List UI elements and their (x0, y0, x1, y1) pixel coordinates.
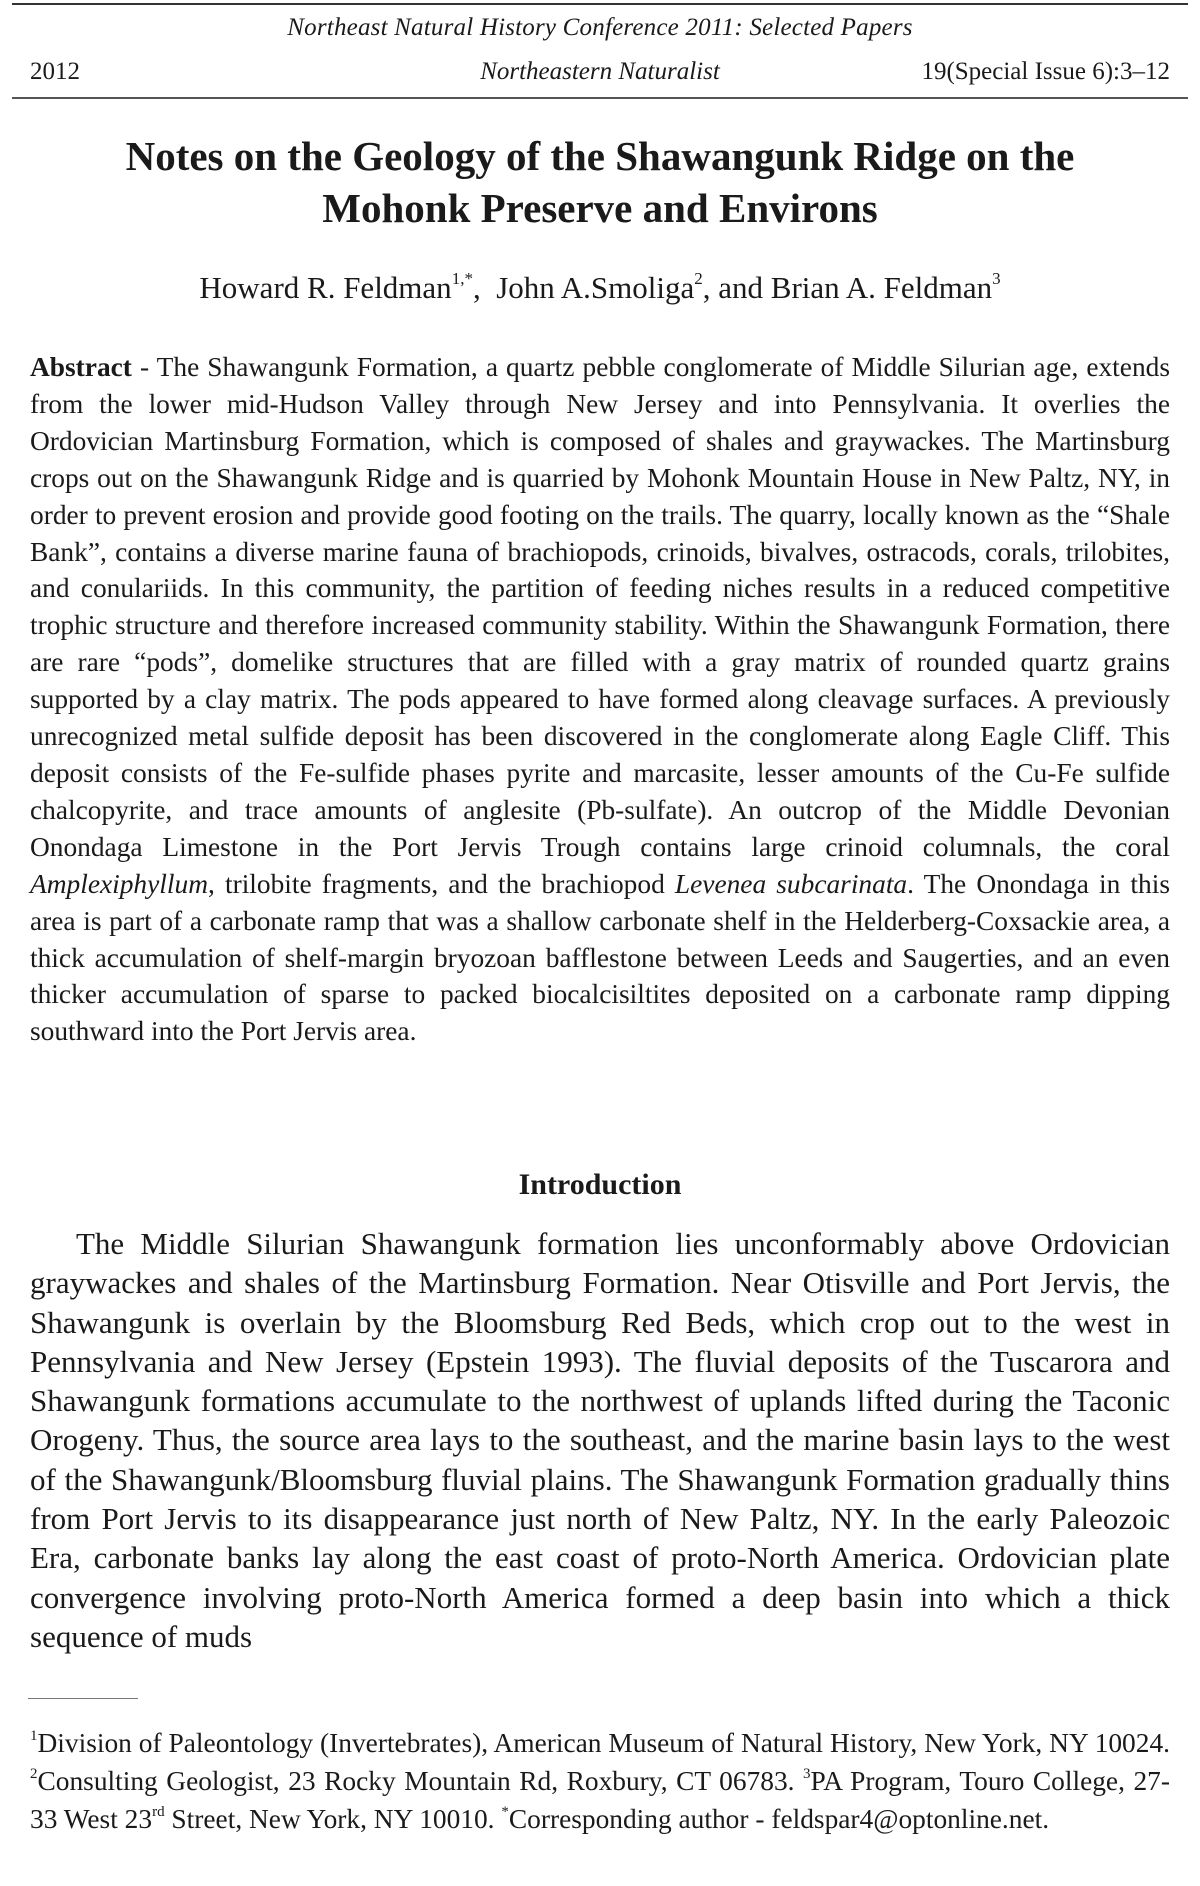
footnote-mark: 1 (30, 1728, 38, 1744)
section-heading-introduction: Introduction (518, 1168, 682, 1201)
header-bottom-rule (12, 97, 1188, 99)
corresponding-author: Corresponding author - feldspar4@optonline.net. (508, 1804, 1050, 1834)
header-top-rule (12, 3, 1188, 5)
author-name: Howard R. Feldman (199, 270, 452, 305)
abstract-label: Abstract (30, 352, 132, 382)
footnotes (30, 1724, 1170, 1838)
footnote-affiliation-3-cont: Street, New York, NY 10010. (164, 1804, 502, 1834)
footnote-separator (28, 1698, 138, 1699)
footnote-affiliation-3: PA Program, Touro College, 27-33 West 23 (30, 1766, 1170, 1834)
author-list (60, 270, 1140, 306)
footnote-mark: 2 (30, 1766, 38, 1782)
author-affiliation-mark: 1,* (451, 269, 473, 288)
abstract-text: , trilobite fragments, and the brachiopod (208, 868, 675, 899)
title-line-1: Notes on the Geology of the Shawangunk Ridge on the (125, 133, 1075, 179)
author-separator: , and (702, 270, 771, 305)
author-name: John A.Smoliga (496, 270, 695, 305)
taxon-name: Levenea subcarinata (674, 868, 908, 899)
abstract-text: . The Onondaga in this area is part of a carbonate ramp that was a shallow carbonate shelf in the Helderberg-Coxsackie area, a thick accumulation of shelf-margin bryozoan bafflestone between Leeds and Saugerties, and an even thicker accumulation of sparse to packed biocalcisiltites deposited on a carbonate ramp dipping southward into the Port Jervis area. (30, 868, 1171, 1047)
ordinal-suffix: rd (152, 1804, 165, 1820)
author-name: Brian A. Feldman (770, 270, 993, 305)
abstract-text: - The Shawangunk Formation, a quartz pebble conglomerate of Middle Silurian age, extends from the lower mid-Hudson Valley through New Jersey and into Pennsylvania. It overlies the Ordovician Martinsburg Formation, which is composed of shales and graywackes. The Martinsburg crops out on the Shawangunk Ridge and is quarried by Mohonk Mountain House in New Paltz, NY, in order to prevent erosion and provide good footing on the trails. The quarry, locally known as the “Shale Bank”, contains a diverse marine fauna of brachiopods, crinoids, bivalves, ostracods, corals, trilobites, and conulariids. In this community, the partition of feeding niches results in a reduced competitive trophic structure and therefore increased community stability. Within the Shawangunk Formation, there are rare “pods”, domelike structures that are filled with a gray matrix of rounded quartz grains supported by a clay matrix. The pods appeared to have formed along cleavage surfaces. A previously unrecognized metal sulfide deposit has been discovered in the conglomerate along Eagle Cliff. This deposit consists of the Fe-sulfide phases pyrite and marcasite, lesser amounts of the Cu-Fe sulfide chalcopyrite, and trace amounts of anglesite (Pb-sulfate). An outcrop of the Middle Devonian Onondaga Limestone in the Port Jervis Trough contains large crinoid columnals, the coral (30, 352, 1170, 862)
running-header (30, 58, 1170, 88)
footnote-mark: * (501, 1804, 509, 1820)
title-line-2: Mohonk Preserve and Environs (322, 185, 878, 231)
author-affiliation-mark: 3 (992, 269, 1001, 288)
header-year: 2012 (30, 58, 80, 85)
taxon-name: Amplexiphyllum (30, 868, 208, 899)
author-separator: , (472, 270, 497, 305)
header-issue: 19(Special Issue 6):3–12 (921, 58, 1170, 85)
footnote-affiliation-1: Division of Paleontology (Invertebrates), American Museum of Natural History, New York, NY 10024. (37, 1728, 1170, 1758)
introduction-paragraph: The Middle Silurian Shawangunk formation lies unconformably above Ordovician graywackes and shales of the Martinsburg Formation. Near Otisville and Port Jervis, the Shawangunk is overlain by the Bloomsburg Red Beds, which crop out to the west in Pennsylvania and New Jersey (Epstein 1993). The fluvial deposits of the Tuscarora and Shawangunk formations accumulate to the northwest of uplands lifted during the Taconic Orogeny. Thus, the source area lays to the southeast, and the marine basin lays to the west of the Shawangunk/Bloomsburg fluvial plains. The Shawangunk Formation gradually thins from Port Jervis to its disappearance just north of New Paltz, NY. In the early Paleozoic Era, carbonate banks lay along the east coast of proto-North America. Ordovician plate convergence involving proto-North America formed a deep basin into which a thick sequence of muds (30, 1226, 1170, 1654)
running-header-conference: Northeast Natural History Conference 2011: Selected Papers (287, 14, 913, 41)
footnote-mark: 3 (803, 1766, 811, 1782)
author-affiliation-mark: 2 (694, 269, 703, 288)
header-journal: Northeastern Naturalist (480, 58, 720, 85)
abstract (30, 349, 1170, 1050)
article-title (60, 130, 1140, 234)
footnote-affiliation-2: Consulting Geologist, 23 Rocky Mountain Rd, Roxbury, CT 06783. (37, 1766, 804, 1796)
